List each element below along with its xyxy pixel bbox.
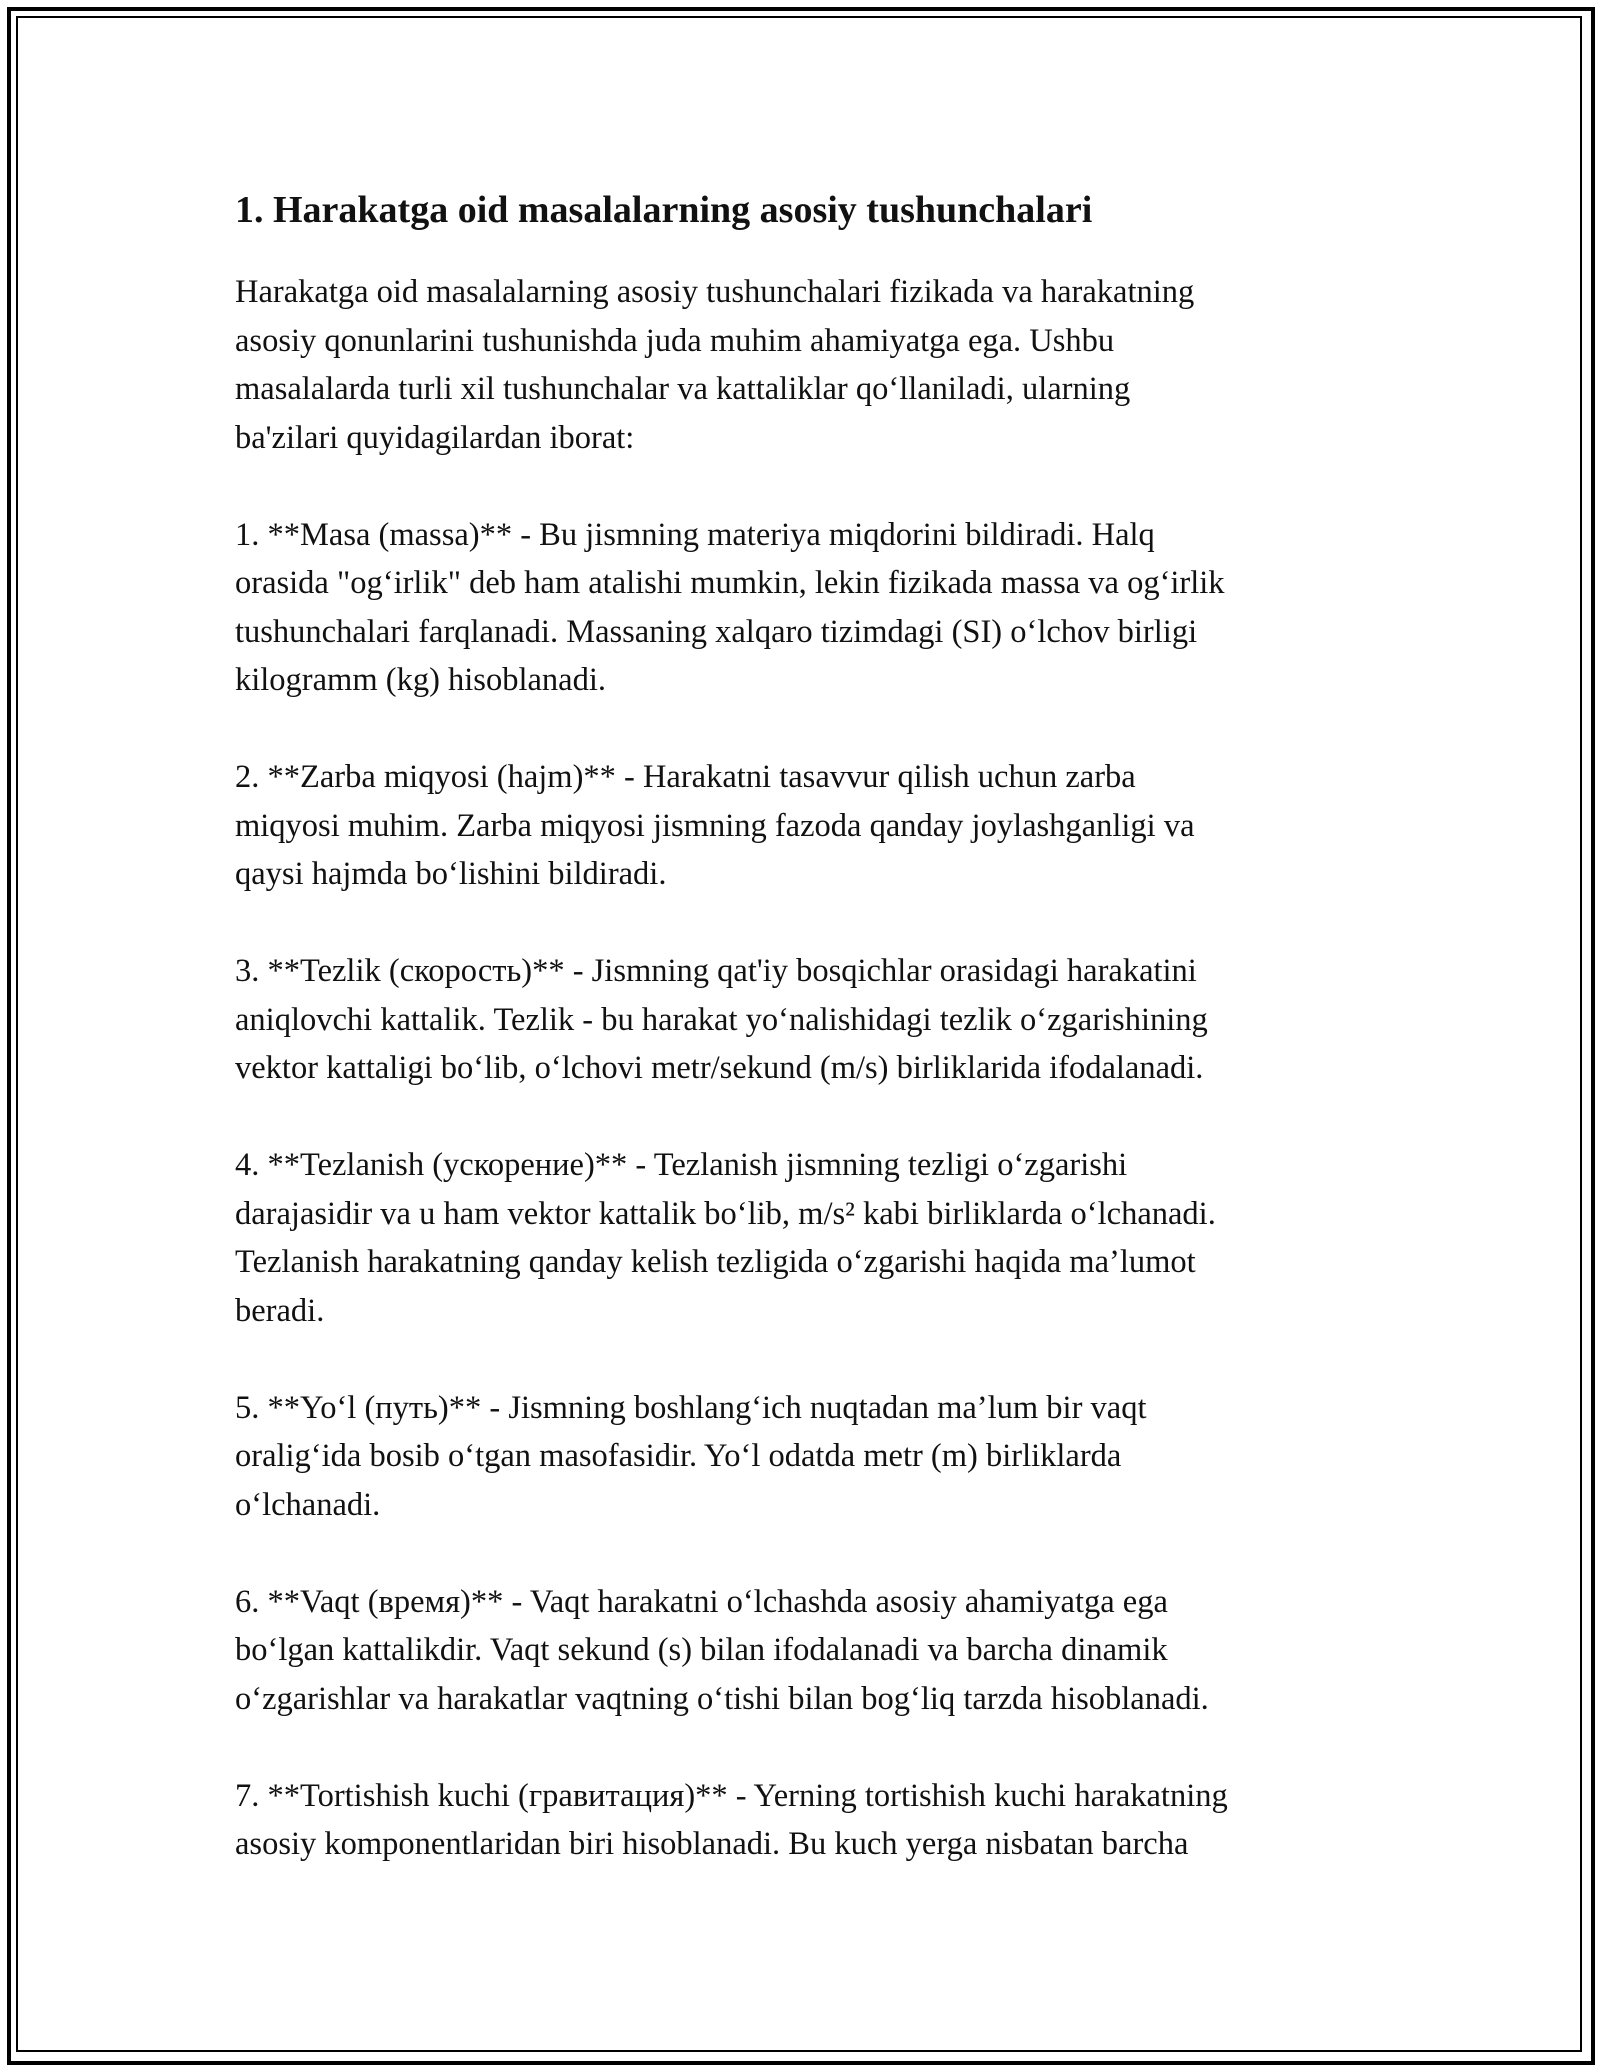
text-line: beradi. <box>235 1292 325 1329</box>
text-line: asosiy komponentlaridan biri hisoblanadi. Bu kuch yerga nisbatan barcha <box>235 1826 1189 1862</box>
text-line: ba'zilari quyidagilardan iborat: <box>235 419 635 456</box>
text-line: o‘zgarishlar va harakatlar vaqtning o‘tishi bilan bog‘liq tarzda hisoblanadi. <box>235 1680 1209 1717</box>
text-line: kilogramm (kg) hisoblanadi. <box>235 662 606 698</box>
text-line: asosiy qonunlarini tushunishda juda muhim ahamiyatga ega. Ushbu <box>235 322 1115 359</box>
list-item-yol <box>235 1384 1375 1530</box>
text-line: 6. **Vaqt (время)** - Vaqt harakatni o‘lchashda asosiy ahamiyatga ega <box>235 1583 1168 1620</box>
text-line: Tezlanish harakatning qanday kelish tezligida o‘zgarishi haqida ma’lumot <box>235 1244 1196 1280</box>
paragraph-intro <box>235 268 1375 462</box>
text-line: vektor kattaligi bo‘lib, o‘lchovi metr/sekund (m/s) birliklarida ifodalanadi. <box>235 1050 1204 1086</box>
text-line: o‘lchanadi. <box>235 1486 381 1523</box>
text-line: 2. **Zarba miqyosi (hajm)** - Harakatni tasavvur qilish uchun zarba <box>235 759 1136 795</box>
text-line: bo‘lgan kattalikdir. Vaqt sekund (s) bilan ifodalanadi va barcha dinamik <box>235 1632 1168 1668</box>
text-line: 1. **Masa (massa)** - Bu jismning materiya miqdorini bildiradi. Halq <box>235 516 1155 553</box>
list-item-tezlanish <box>235 1141 1375 1335</box>
list-item-tezlik <box>235 947 1375 1093</box>
text-line: darajasidir va u ham vektor kattalik bo‘lib, m/s² kabi birliklarda o‘lchanadi. <box>235 1195 1216 1232</box>
text-line: oralig‘ida bosib o‘tgan masofasidir. Yo‘l odatda metr (m) birliklarda <box>235 1438 1122 1474</box>
text-line: masalalarda turli xil tushunchalar va kattaliklar qo‘llaniladi, ularning <box>235 371 1131 407</box>
page-title: 1. Harakatga oid masalalarning asosiy tushunchalari <box>235 189 1093 231</box>
list-item-zarba-miqyosi <box>235 753 1375 899</box>
list-item-massa <box>235 511 1375 705</box>
text-line: qaysi hajmda bo‘lishini bildiradi. <box>235 856 667 892</box>
list-item-tortishish-kuchi <box>235 1772 1375 1869</box>
text-line: 4. **Tezlanish (ускорение)** - Tezlanish jismning tezligi o‘zgarishi <box>235 1147 1128 1183</box>
text-line: 7. **Tortishish kuchi (гравитация)** - Yerning tortishish kuchi harakatning <box>235 1777 1228 1814</box>
text-line: orasida "og‘irlik" deb ham atalishi mumkin, lekin fizikada massa va og‘irlik <box>235 565 1225 601</box>
text-line: Harakatga oid masalalarning asosiy tushunchalari fizikada va harakatning <box>235 274 1195 310</box>
text-line: tushunchalari farqlanadi. Massaning xalqaro tizimdagi (SI) o‘lchov birligi <box>235 613 1198 650</box>
list-item-vaqt <box>235 1578 1375 1724</box>
document-body <box>235 180 1375 1869</box>
text-line: miqyosi muhim. Zarba miqyosi jismning fazoda qanday joylashganligi va <box>235 807 1195 844</box>
text-line: aniqlovchi kattalik. Tezlik - bu harakat yo‘nalishidagi tezlik o‘zgarishining <box>235 1001 1208 1038</box>
text-line: 3. **Tezlik (скорость)** - Jismning qat'iy bosqichlar orasidagi harakatini <box>235 953 1197 989</box>
text-line: 5. **Yo‘l (путь)** - Jismning boshlang‘ich nuqtadan ma’lum bir vaqt <box>235 1389 1147 1426</box>
